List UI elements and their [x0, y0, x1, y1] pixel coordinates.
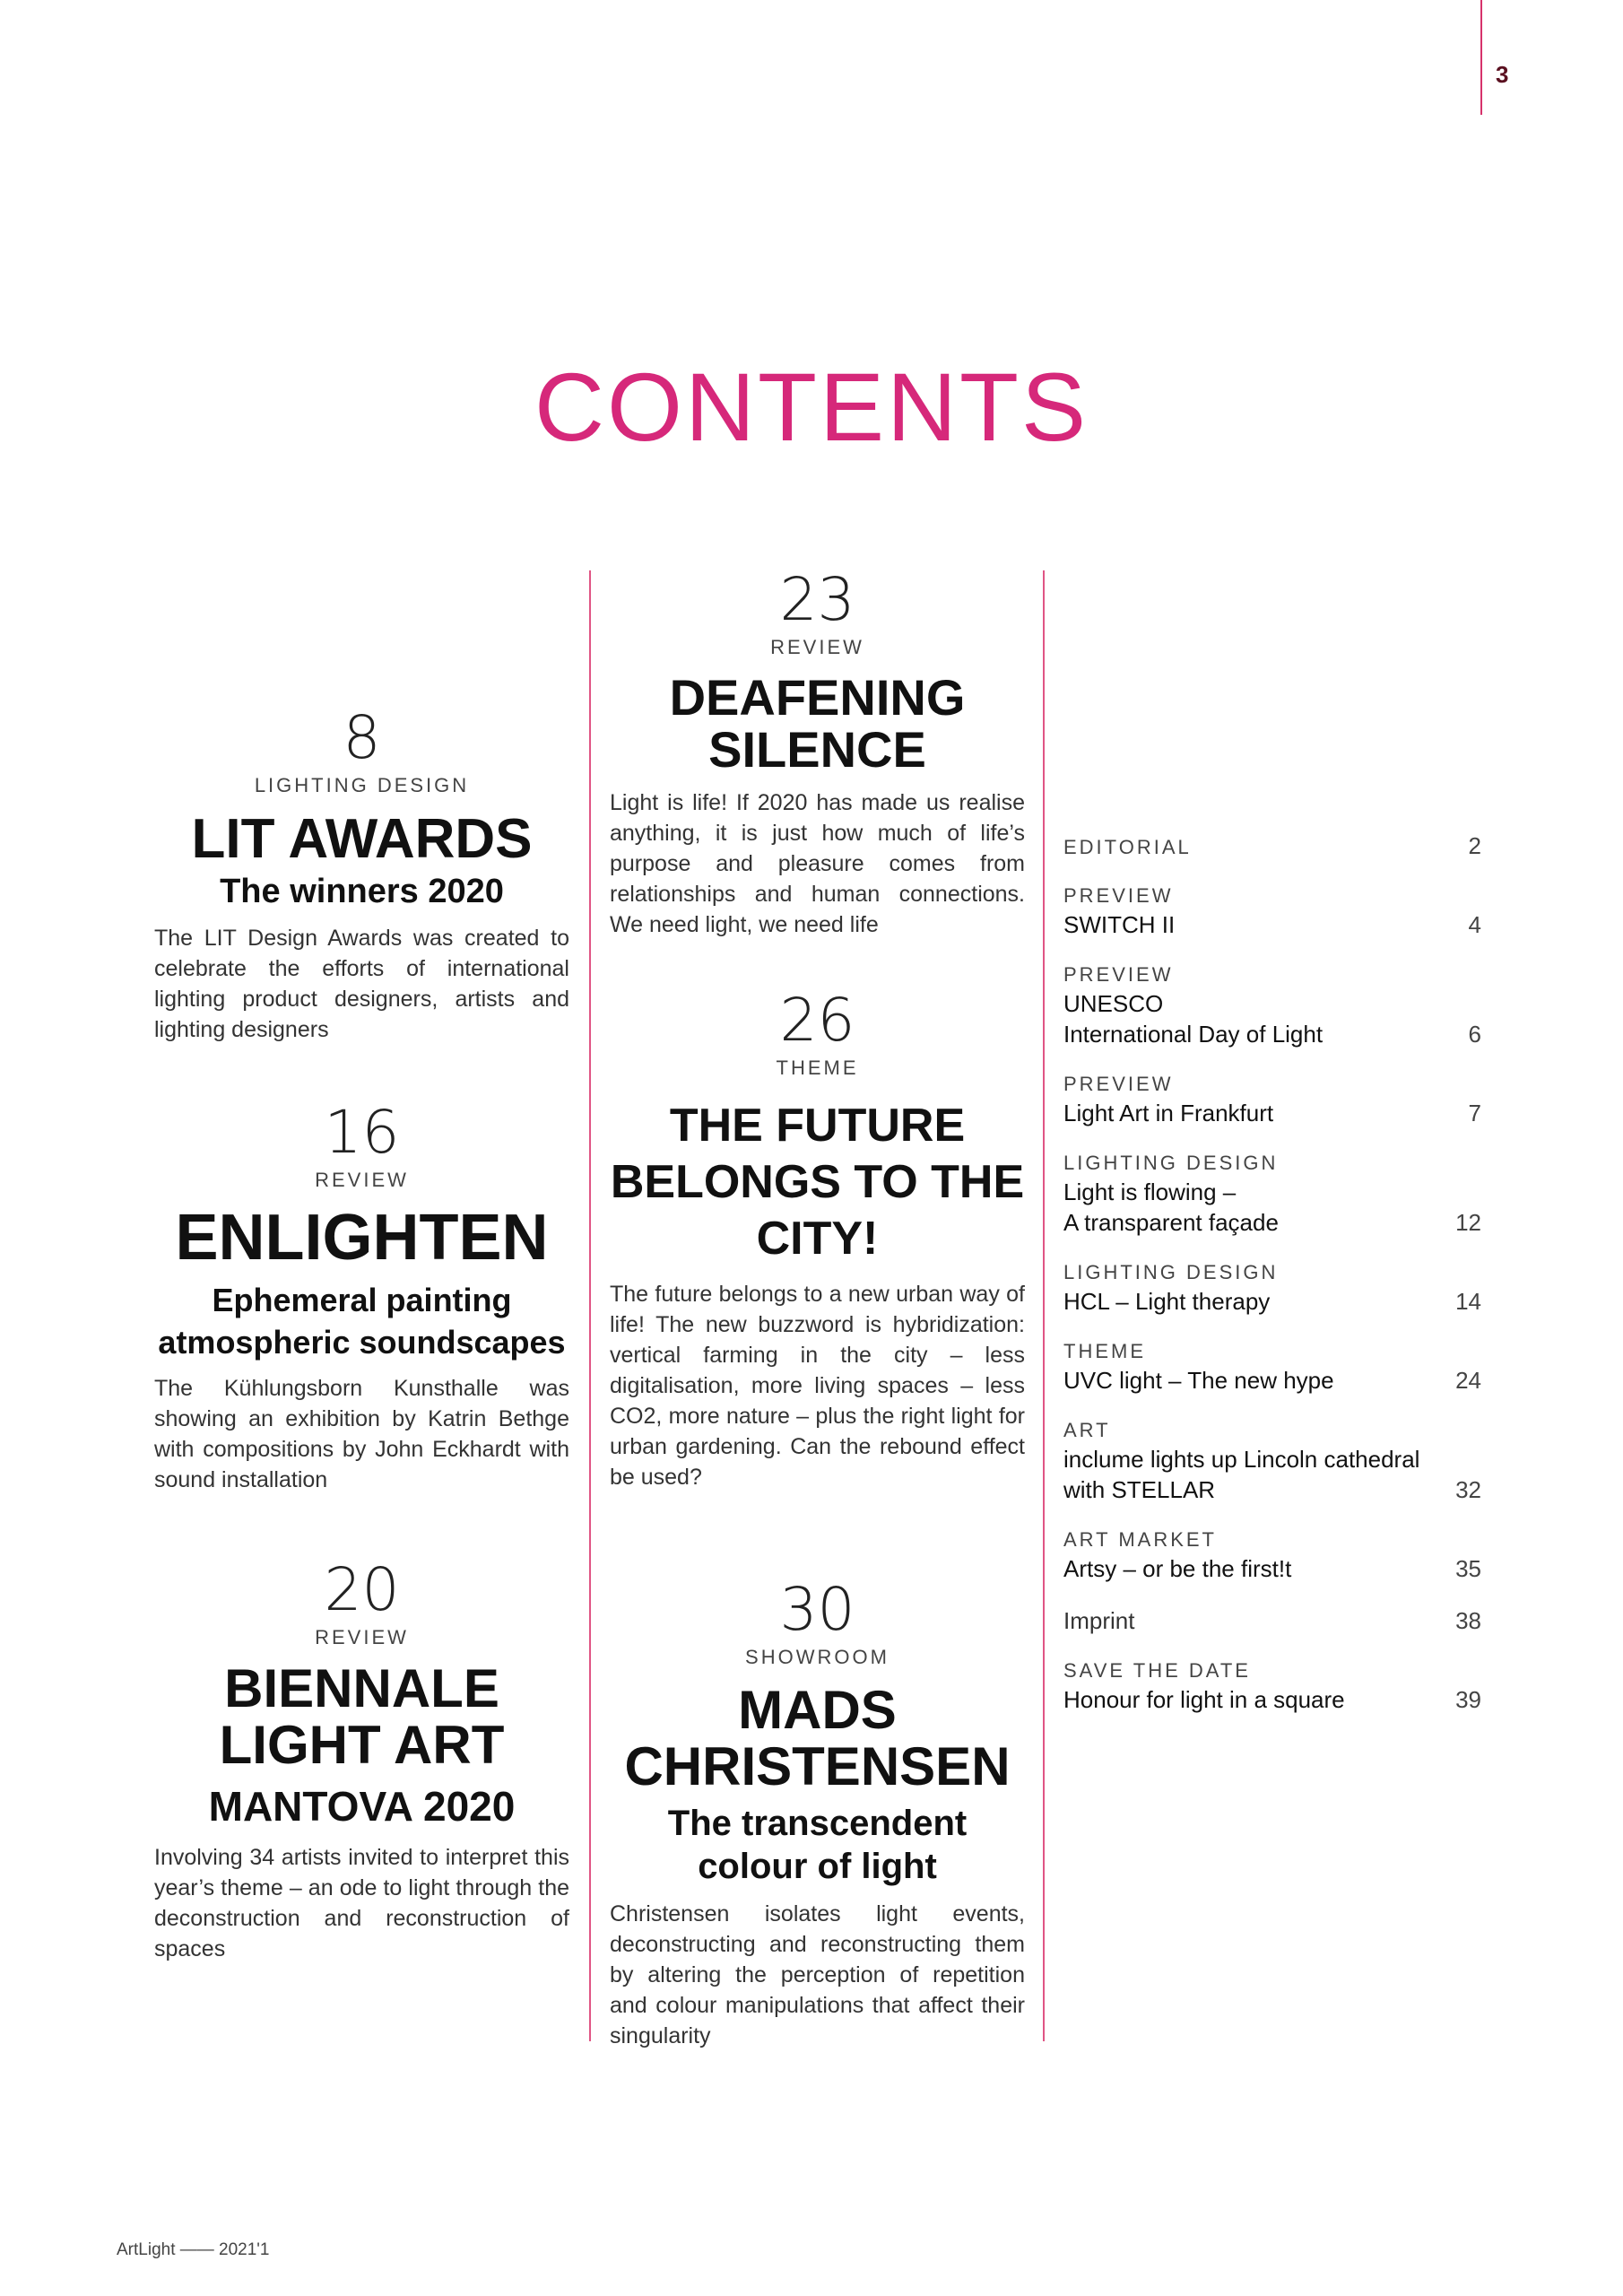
toc-entry-imprint[interactable] [1063, 1605, 1481, 1636]
feature-page-number: 26 [779, 986, 855, 1055]
feature-title: LIGHT ART [219, 1714, 505, 1775]
feature-subtitle: The transcendent [667, 1803, 968, 1843]
feature-category: LIGHTING DESIGN [254, 774, 470, 796]
toc-category: THEME [1063, 1340, 1146, 1362]
toc-sidebar [1063, 834, 1481, 1736]
feature-subtitle: Ephemeral painting [212, 1282, 512, 1319]
toc-entry-hcl[interactable] [1063, 1259, 1481, 1317]
feature-lit-awards[interactable] [154, 703, 569, 1045]
toc-entry-frankfurt[interactable] [1063, 1071, 1481, 1128]
feature-category: SHOWROOM [745, 1646, 890, 1668]
feature-future-city[interactable] [610, 986, 1025, 1492]
toc-title: Artsy – or be the first!t [1063, 1555, 1292, 1582]
feature-title: CITY! [756, 1213, 879, 1265]
feature-description: Involving 34 artists invited to interpret this year’s theme – an ode to light through the deconstruction and reconstruction of spaces [154, 1844, 569, 1961]
column-divider-left [589, 570, 591, 2041]
toc-page-number: 32 [1455, 1476, 1481, 1503]
toc-category: ART [1063, 1419, 1111, 1441]
toc-category: PREVIEW [1063, 963, 1174, 986]
toc-title: UVC light – The new hype [1063, 1367, 1334, 1394]
feature-biennale[interactable] [154, 1555, 569, 1964]
page-title: CONTENTS [534, 352, 1089, 461]
feature-title: THE FUTURE [669, 1099, 966, 1152]
feature-category: REVIEW [315, 1626, 409, 1648]
feature-title: SILENCE [708, 721, 926, 778]
feature-title: LIT AWARDS [191, 807, 533, 870]
toc-page-number: 14 [1455, 1288, 1481, 1315]
feature-mads-christensen[interactable] [610, 1575, 1025, 2051]
feature-subtitle: The winners 2020 [220, 872, 504, 910]
feature-description: Christensen isolates light events, deconstructing and reconstructing them by altering the perception of repetition and colour manipulations that affect their singularity [610, 1900, 1025, 2048]
toc-title: HCL – Light therapy [1063, 1288, 1271, 1315]
toc-page-number: 35 [1455, 1555, 1481, 1582]
page-number-rule [1480, 0, 1482, 115]
feature-title: BIENNALE [224, 1657, 499, 1718]
toc-category: EDITORIAL [1063, 836, 1192, 858]
feature-category: REVIEW [315, 1169, 409, 1191]
toc-page-number: 7 [1468, 1100, 1481, 1126]
toc-page-number: 4 [1468, 911, 1481, 938]
feature-page-number: 8 [343, 703, 381, 772]
feature-title: DEAFENING [669, 668, 966, 726]
toc-category: PREVIEW [1063, 1073, 1174, 1095]
toc-title: Light Art in Frankfurt [1063, 1100, 1274, 1126]
toc-page-number: 2 [1468, 832, 1481, 859]
toc-category: PREVIEW [1063, 884, 1174, 907]
feature-description: The LIT Design Awards was created to celebrate the efforts of international lighting product designers, artists and lighting designers [154, 926, 569, 1043]
toc-category: SAVE THE DATE [1063, 1659, 1251, 1682]
feature-description: The future belongs to a new urban way of life! The new buzzword is hybridization: vertical farming in the city – less digitalisation, more living spaces – less CO2, more nature – plus the right light for urban gardening. Can the rebound effect be used? [610, 1281, 1025, 1490]
feature-title: BELONGS TO THE [610, 1156, 1025, 1209]
toc-category: LIGHTING DESIGN [1063, 1261, 1279, 1283]
feature-enlighten[interactable] [154, 1098, 569, 1495]
toc-entry-light-flowing[interactable] [1063, 1150, 1481, 1238]
toc-title: Honour for light in a square [1063, 1686, 1345, 1713]
toc-entry-unesco[interactable] [1063, 961, 1481, 1049]
feature-description: Light is life! If 2020 has made us realise anything, it is just how much of life’s purpose and pleasure comes from relationships and human connections. We need light, we need life [610, 790, 1025, 938]
toc-title: with STELLAR [1063, 1476, 1216, 1503]
feature-title: MADS [738, 1679, 897, 1740]
toc-entry-save-the-date[interactable] [1063, 1657, 1481, 1715]
toc-category: LIGHTING DESIGN [1063, 1152, 1279, 1174]
feature-title: CHRISTENSEN [624, 1735, 1011, 1796]
toc-entry-uvc[interactable] [1063, 1338, 1481, 1396]
toc-page-number: 38 [1455, 1607, 1481, 1634]
toc-page-number: 39 [1455, 1686, 1481, 1713]
feature-subtitle: atmospheric soundscapes [158, 1324, 566, 1361]
toc-page-number: 24 [1455, 1367, 1481, 1394]
page-number: 3 [1496, 61, 1509, 88]
toc-title: A transparent façade [1063, 1209, 1279, 1236]
feature-subtitle: colour of light [698, 1846, 937, 1886]
column-divider-right [1043, 570, 1045, 2041]
toc-title: SWITCH II [1063, 911, 1176, 938]
feature-description: The Kühlungsborn Kunsthalle was showing an exhibition by Katrin Bethge with compositions by John Eckhardt with sound installation [154, 1375, 569, 1492]
toc-entry-lincoln[interactable] [1063, 1417, 1481, 1505]
toc-page-number: 6 [1468, 1021, 1481, 1048]
toc-title: UNESCO [1063, 990, 1164, 1017]
toc-title: Light is flowing – [1063, 1178, 1237, 1205]
feature-title: ENLIGHTEN [175, 1201, 549, 1274]
feature-subtitle: MANTOVA 2020 [208, 1782, 516, 1830]
toc-title: Imprint [1063, 1607, 1135, 1634]
feature-page-number: 20 [324, 1555, 400, 1624]
toc-title: International Day of Light [1063, 1021, 1324, 1048]
feature-category: REVIEW [770, 636, 864, 658]
toc-category: ART MARKET [1063, 1528, 1217, 1551]
toc-entry-editorial[interactable] [1063, 834, 1481, 861]
feature-page-number: 23 [779, 565, 855, 634]
toc-entry-switch[interactable] [1063, 883, 1481, 940]
feature-page-number: 16 [324, 1098, 400, 1167]
feature-deafening-silence[interactable] [610, 565, 1025, 940]
toc-title: inclume lights up Lincoln cathedral [1063, 1446, 1420, 1473]
toc-page-number: 12 [1455, 1209, 1481, 1236]
feature-category: THEME [776, 1057, 859, 1079]
feature-page-number: 30 [779, 1575, 855, 1644]
footer-issue: ArtLight —— 2021'1 [117, 2240, 270, 2259]
toc-entry-artsy[interactable] [1063, 1526, 1481, 1584]
